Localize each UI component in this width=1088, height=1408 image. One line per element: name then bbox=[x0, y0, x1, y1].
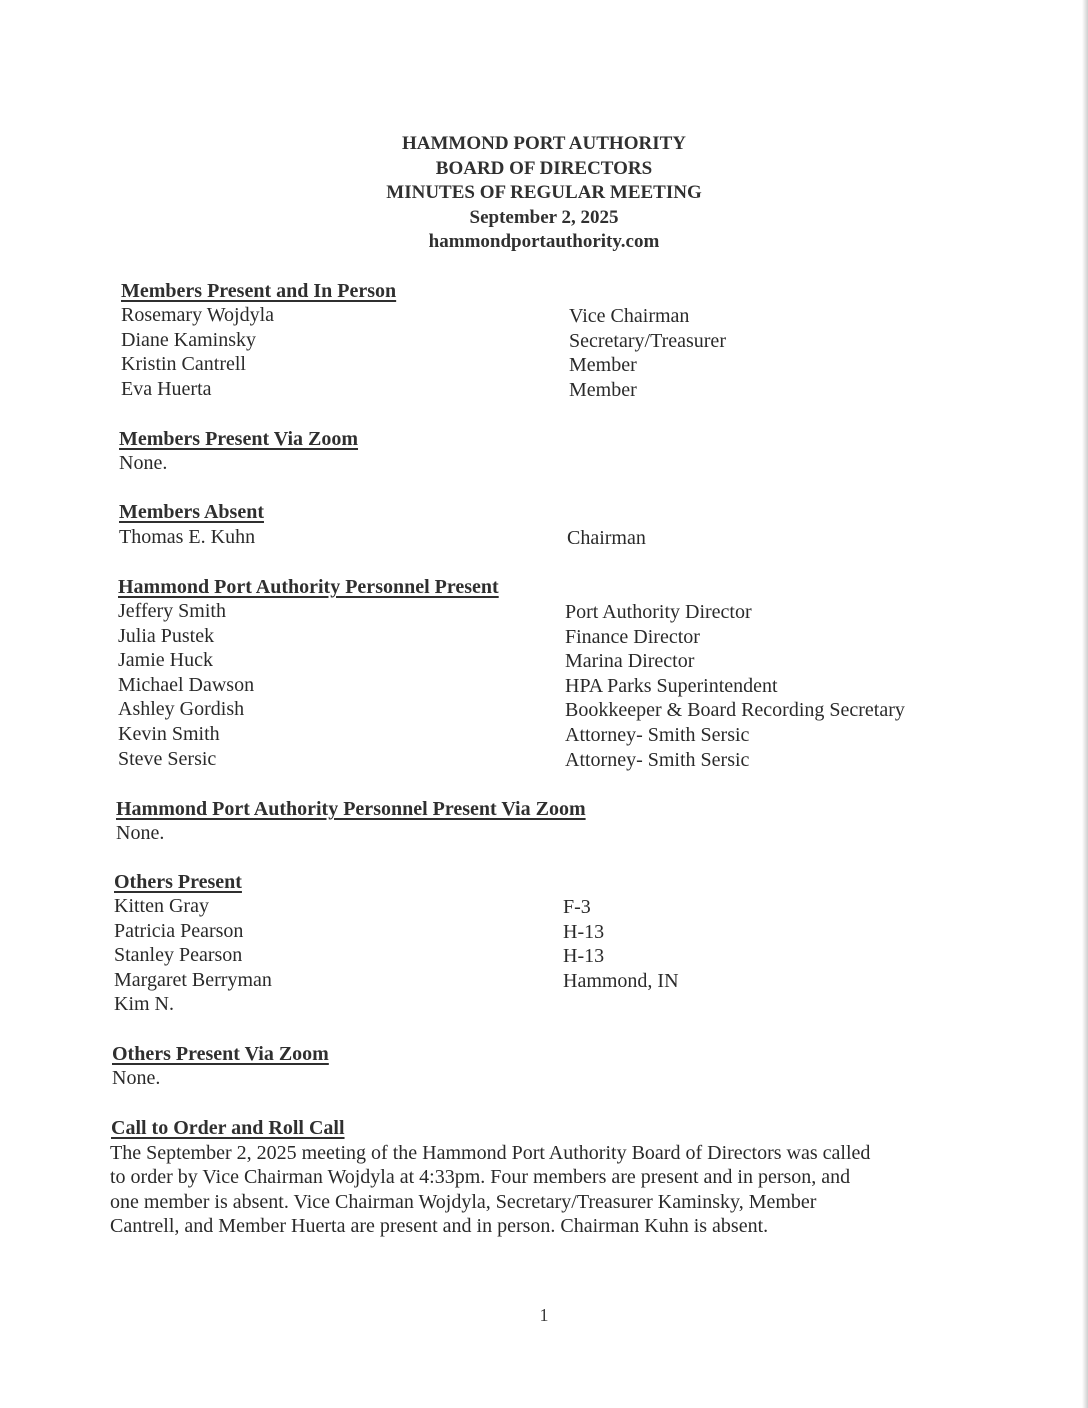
personnel-role: Marina Director bbox=[565, 650, 695, 673]
personnel-role: HPA Parks Superintendent bbox=[565, 674, 778, 697]
personnel-name: Julia Pustek bbox=[118, 624, 215, 647]
other-affiliation: H-13 bbox=[563, 920, 605, 943]
personnel-role: Bookkeeper & Board Recording Secretary bbox=[565, 699, 905, 722]
member-name: Rosemary Wojdyla bbox=[121, 304, 274, 326]
paragraph-line: The September 2, 2025 meeting of the Hammond Port Authority Board of Directors was called bbox=[110, 1142, 871, 1164]
personnel-role: Finance Director bbox=[565, 625, 700, 648]
other-name: Stanley Pearson bbox=[114, 944, 243, 967]
member-role: Member bbox=[569, 378, 637, 401]
call-to-order-paragraph bbox=[110, 1141, 940, 1238]
others-affiliations bbox=[563, 895, 679, 993]
members-zoom-heading: Members Present Via Zoom bbox=[119, 428, 359, 450]
other-affiliation: F-3 bbox=[563, 896, 591, 918]
minutes-title: MINUTES OF REGULAR MEETING bbox=[386, 182, 702, 203]
document-header bbox=[0, 132, 1088, 255]
page-number: 1 bbox=[539, 1305, 549, 1325]
personnel-name: Jamie Huck bbox=[118, 649, 213, 672]
members-in-person-heading: Members Present and In Person bbox=[121, 280, 397, 302]
other-affiliation: Hammond, IN bbox=[563, 969, 679, 992]
organization-title: HAMMOND PORT AUTHORITY bbox=[402, 133, 686, 154]
others-names bbox=[114, 894, 272, 1017]
others-zoom-none: None. bbox=[112, 1067, 161, 1089]
personnel-present-heading: Hammond Port Authority Personnel Present bbox=[118, 576, 499, 598]
members-absent-heading: Members Absent bbox=[119, 501, 264, 523]
meeting-date: September 2, 2025 bbox=[469, 206, 619, 228]
other-name: Kitten Gray bbox=[114, 895, 209, 917]
member-role: Vice Chairman bbox=[569, 305, 690, 327]
member-role: Secretary/Treasurer bbox=[569, 329, 726, 352]
personnel-name: Michael Dawson bbox=[118, 673, 255, 696]
absent-member-name: Thomas E. Kuhn bbox=[119, 526, 256, 548]
member-name: Eva Huerta bbox=[121, 377, 212, 400]
personnel-roles bbox=[565, 600, 905, 772]
paragraph-line: to order by Vice Chairman Wojdyla at 4:33pm. Four members are present and in person, and bbox=[110, 1166, 851, 1189]
paragraph-line: one member is absent. Vice Chairman Wojdyla, Secretary/Treasurer Kaminsky, Member bbox=[110, 1190, 817, 1213]
personnel-name: Jeffery Smith bbox=[118, 600, 226, 622]
member-name: Kristin Cantrell bbox=[121, 353, 246, 376]
member-role: Member bbox=[569, 354, 637, 377]
members-zoom-none: None. bbox=[119, 452, 168, 474]
board-title: BOARD OF DIRECTORS bbox=[435, 157, 653, 179]
personnel-names bbox=[118, 599, 254, 771]
call-to-order-heading: Call to Order and Roll Call bbox=[111, 1117, 345, 1139]
member-name: Diane Kaminsky bbox=[121, 328, 256, 351]
members-in-person-roles bbox=[569, 304, 726, 402]
members-in-person-names bbox=[121, 303, 274, 401]
personnel-role: Attorney- Smith Sersic bbox=[565, 723, 750, 746]
other-affiliation: H-13 bbox=[563, 945, 605, 968]
personnel-name: Kevin Smith bbox=[118, 722, 220, 745]
website: hammondportauthority.com bbox=[428, 231, 660, 252]
absent-member-role: Chairman bbox=[567, 527, 646, 549]
personnel-zoom-none: None. bbox=[116, 822, 165, 844]
other-name: Margaret Berryman bbox=[114, 968, 272, 991]
others-zoom-heading: Others Present Via Zoom bbox=[112, 1043, 329, 1065]
other-name: Patricia Pearson bbox=[114, 919, 244, 942]
personnel-zoom-heading: Hammond Port Authority Personnel Present Via Zoom bbox=[116, 798, 586, 820]
personnel-name: Steve Sersic bbox=[118, 747, 217, 770]
paragraph-line: Cantrell, and Member Huerta are present and in person. Chairman Kuhn is absent. bbox=[110, 1214, 769, 1237]
personnel-role: Attorney- Smith Sersic bbox=[565, 748, 750, 771]
personnel-name: Ashley Gordish bbox=[118, 698, 245, 721]
other-name: Kim N. bbox=[114, 993, 174, 1016]
others-present-heading: Others Present bbox=[114, 871, 242, 893]
personnel-role: Port Authority Director bbox=[565, 601, 752, 623]
